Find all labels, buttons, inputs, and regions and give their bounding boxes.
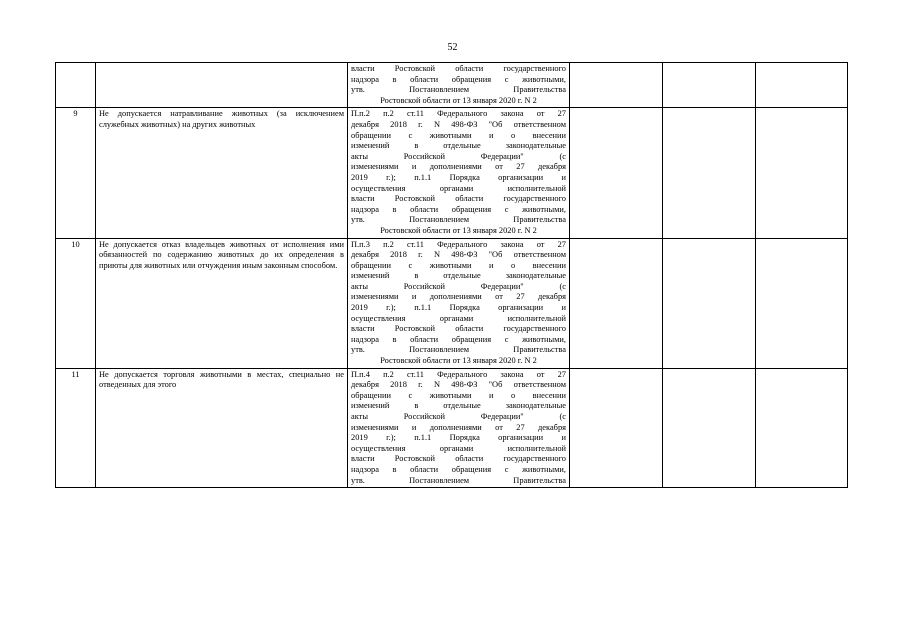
legal-basis-line: изменений в отдельные законодательные [351, 401, 566, 411]
legal-basis-line: утв. Постановлением Правительства [351, 475, 566, 485]
legal-basis-line: обращении с животными и о внесении [351, 390, 566, 400]
empty-cell [570, 108, 663, 238]
legal-basis-line: декабря 2018 г. N 498-ФЗ "Об ответственном [351, 380, 566, 390]
legal-basis-line: изменений в отдельные законодательные [351, 271, 566, 281]
legal-basis-line: декабря 2018 г. N 498-ФЗ "Об ответственном [351, 250, 566, 260]
legal-basis-line: власти Ростовской области государственного [351, 64, 566, 73]
legal-basis-line: П.п.2 п.2 ст.11 Федерального закона от 27 [351, 109, 566, 119]
legal-basis-line: 2019 г.); п.1.1 Порядка организации и [351, 172, 566, 182]
requirement-text: Не допускается торговля животными в местах, специально не отведенных для этого [96, 368, 348, 488]
legal-basis-line: надзора в области обращения с животными, [351, 334, 566, 344]
legal-basis [348, 368, 570, 488]
legal-basis-line: изменениями и дополнениями от 27 декабря [351, 422, 566, 432]
requirement-text [96, 63, 348, 108]
empty-cell [570, 63, 663, 108]
legal-basis-line: обращении с животными и о внесении [351, 260, 566, 270]
row-number: 9 [56, 108, 96, 238]
empty-cell [756, 108, 848, 238]
requirement-text: Не допускается отказ владельцев животных от исполнения ими обязанностей по содержанию животных до их определения в приюты для животных или отчуждения иным законным способом. [96, 238, 348, 368]
legal-basis-line: осуществления органами исполнительной [351, 443, 566, 453]
legal-basis-line: декабря 2018 г. N 498-ФЗ "Об ответственном [351, 119, 566, 129]
legal-basis-line: власти Ростовской области государственного [351, 454, 566, 464]
legal-basis [348, 108, 570, 238]
legal-basis-line: акты Российской Федерации" (с [351, 412, 566, 421]
table-row [56, 238, 848, 368]
empty-cell [756, 238, 848, 368]
legal-basis-line: осуществления органами исполнительной [351, 313, 566, 323]
legal-basis-line: акты Российской Федерации" (с [351, 281, 566, 291]
legal-basis-line: обращении с животными и о внесении [351, 130, 566, 140]
legal-basis-line: утв. Постановлением Правительства [351, 215, 566, 225]
legal-basis-line: акты Российской Федерации" (с [351, 151, 566, 161]
legal-basis-line: надзора в области обращения с животными, [351, 464, 566, 474]
legal-basis-line: Ростовской области от 13 января 2020 г. N 2 [380, 356, 537, 366]
legal-basis-line: Ростовской области от 13 января 2020 г. N 2 [380, 225, 537, 235]
legal-basis-line: П.п.4 п.2 ст.11 Федерального закона от 27 [351, 369, 566, 379]
empty-cell [663, 238, 756, 368]
page-number: 52 [447, 42, 458, 53]
row-number: 10 [56, 238, 96, 368]
empty-cell [570, 368, 663, 488]
legal-basis [348, 238, 570, 368]
empty-cell [756, 63, 848, 108]
empty-cell [570, 238, 663, 368]
legal-basis-line: утв. Постановлением Правительства [351, 85, 566, 95]
legal-basis-line: власти Ростовской области государственного [351, 194, 566, 204]
empty-cell [663, 368, 756, 488]
legal-basis-line: Ростовской области от 13 января 2020 г. N 2 [380, 95, 537, 105]
legal-basis-line: надзора в области обращения с животными, [351, 74, 566, 84]
legal-basis-line: власти Ростовской области государственного [351, 324, 566, 334]
legal-basis-line: надзора в области обращения с животными, [351, 204, 566, 214]
legal-basis-line: осуществления органами исполнительной [351, 183, 566, 193]
legal-basis-line: изменениями и дополнениями от 27 декабря [351, 292, 566, 302]
empty-cell [756, 368, 848, 488]
legal-basis [348, 63, 570, 108]
legal-basis-line: 2019 г.); п.1.1 Порядка организации и [351, 303, 566, 313]
legal-basis-line: 2019 г.); п.1.1 Порядка организации и [351, 433, 566, 443]
legal-basis-line: изменениями и дополнениями от 27 декабря [351, 162, 566, 172]
row-number: 11 [56, 368, 96, 488]
legal-basis-line: изменений в отдельные законодательные [351, 141, 566, 151]
empty-cell [663, 63, 756, 108]
table-row [56, 63, 848, 108]
row-number [56, 63, 96, 108]
legal-basis-line: утв. Постановлением Правительства [351, 345, 566, 355]
empty-cell [663, 108, 756, 238]
table-row [56, 108, 848, 238]
table-row [56, 368, 848, 488]
requirements-table [55, 62, 848, 488]
legal-basis-line: П.п.3 п.2 ст.11 Федерального закона от 27 [351, 239, 566, 249]
requirement-text: Не допускается натравливание животных (за исключением служебных животных) на других животных [96, 108, 348, 238]
